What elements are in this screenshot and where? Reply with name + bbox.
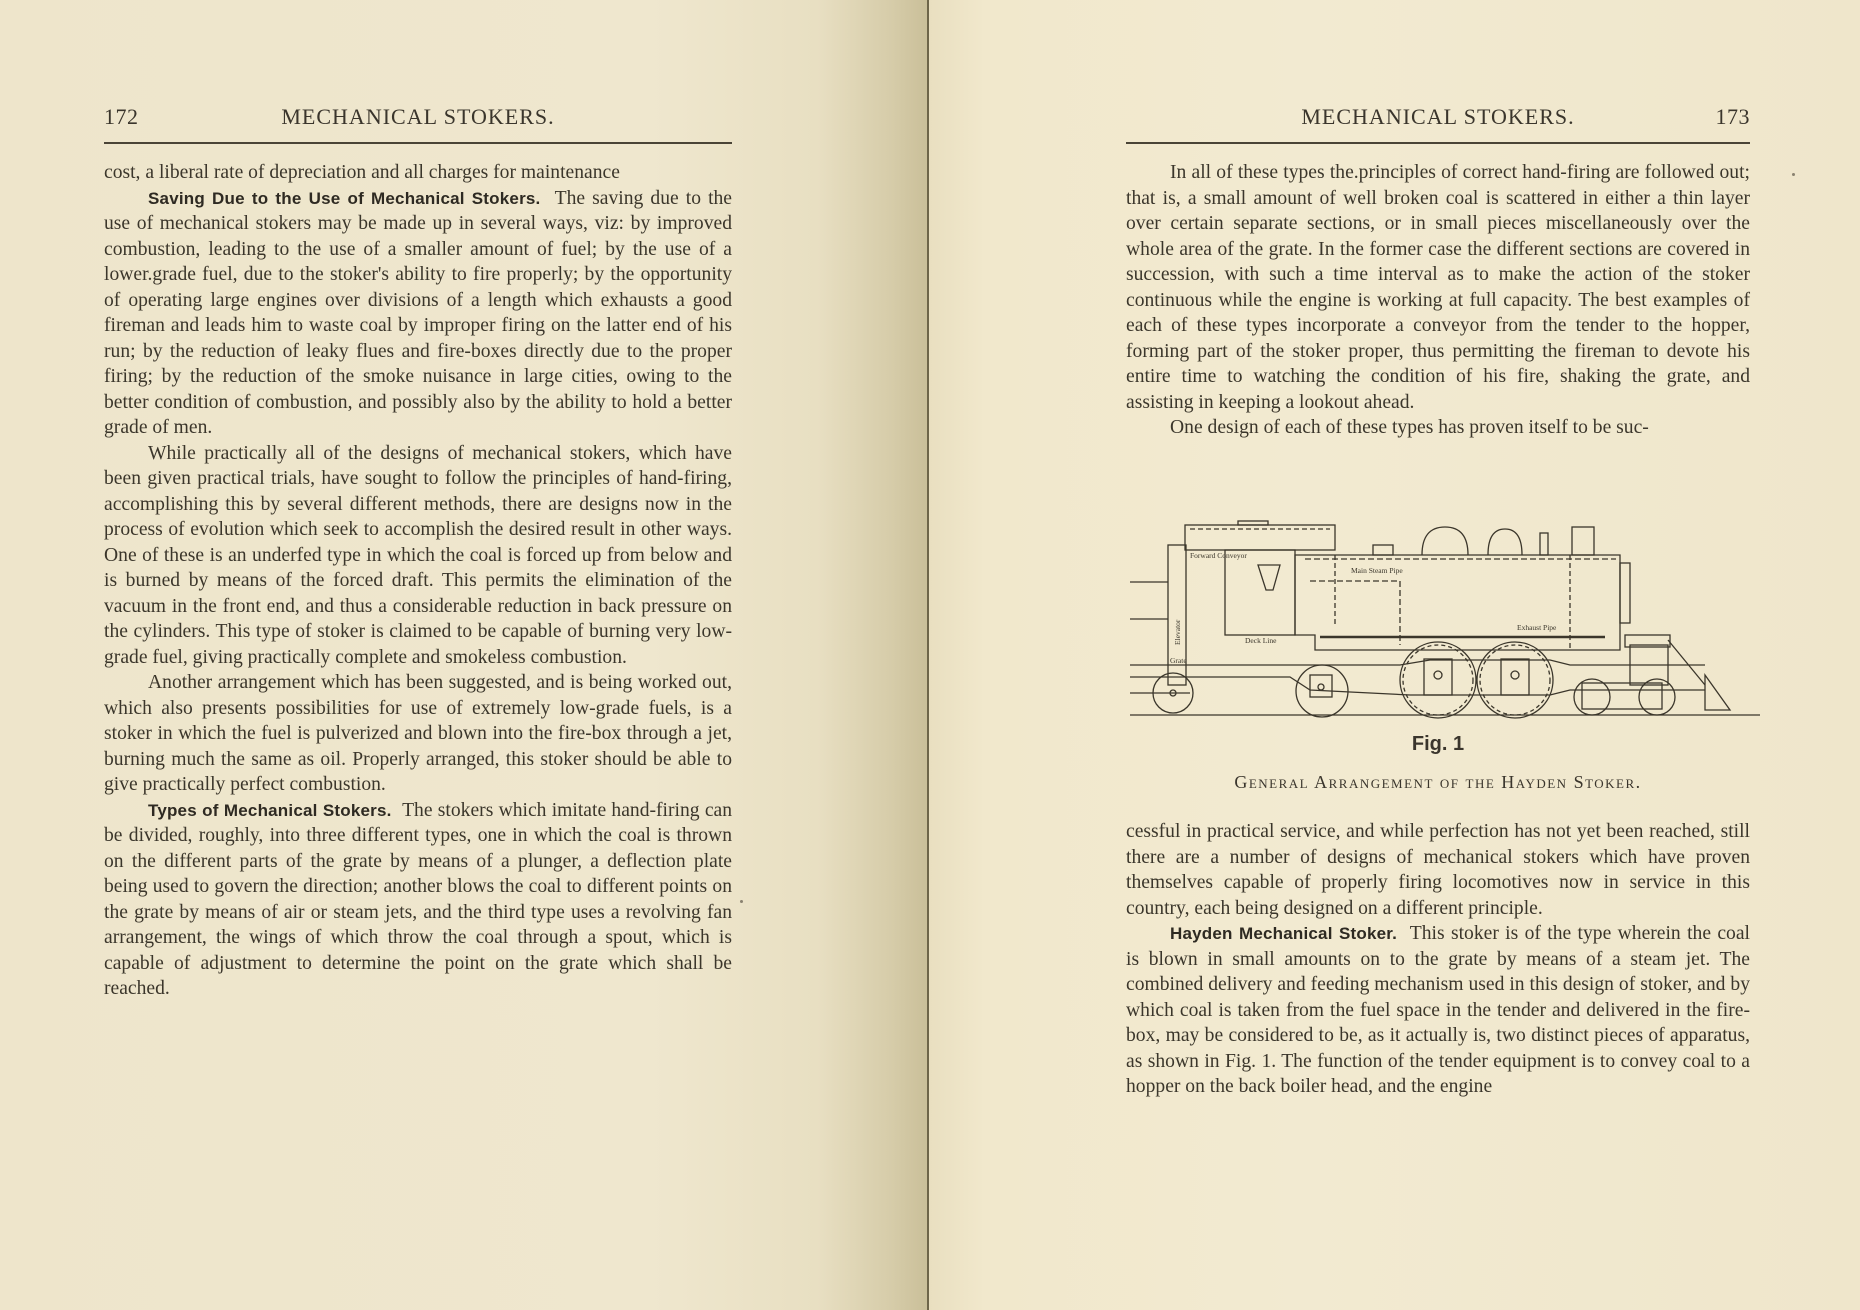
page-number-left: 172 xyxy=(104,104,139,129)
header-rule-left xyxy=(104,142,732,144)
section-heading: Hayden Mechanical Stoker. xyxy=(1170,924,1398,943)
section-heading: Saving Due to the Use of Mechanical Stokers. xyxy=(148,188,541,208)
svg-text:Forward Conveyor: Forward Conveyor xyxy=(1190,551,1247,560)
svg-text:Exhaust Pipe: Exhaust Pipe xyxy=(1517,623,1557,632)
paper-speck xyxy=(1792,173,1795,176)
left-body-text xyxy=(104,160,732,1002)
running-title-right: MECHANICAL STOKERS. xyxy=(1301,104,1575,129)
figure-label: Fig. 1 xyxy=(1411,733,1465,755)
right-body-text-top xyxy=(1126,160,1750,441)
right-body-text-bottom xyxy=(1126,819,1750,1100)
paragraph: Hayden Mechanical Stoker. This stoker is of the type wherein the coal is blown in small amounts on to the grate by means of a steam jet. The combined delivery and feeding mechanism used in this design of stoker, and by which coal is taken from the fuel space in the tender and delivered in the fire-box, may be considered to be, as it actually is, two distinct pieces of apparatus, as shown in Fig. 1. The function of the tender equipment is to convey coal to a hopper on the back boiler head, and the engine xyxy=(1126,923,1750,1097)
paragraph: Saving Due to the Use of Mechanical Stokers. The saving due to the use of mechanical stokers may be made up in several ways, viz: by improved combustion, leading to the use of a smaller amount of fuel; by the use of a lower.grade fuel, due to the stoker's ability to fire properly; by the opportunity of operating large engines over divisions of a length which exhausts a good fireman and leads him to waste coal by improper firing on the latter end of his run; by the reduction of leaky flues and fire-boxes directly due to the proper firing; by the reduction of the smoke nuisance in large cities, owing to the better condition of combustion, and possibly also by the ability to hold a better grade of men. xyxy=(104,187,733,438)
figure-caption: General Arrangement of the Hayden Stoker. xyxy=(1234,772,1642,792)
paragraph: One design of each of these types has proven itself to be suc- xyxy=(1170,417,1649,438)
paragraph: Another arrangement which has been suggested, and is being worked out, which also presents possibilities for use of extremely low-grade fuels, is a stoker in which the fuel is pulverized and blown into the fire-box through a jet, burning much the same as oil. Properly arranged, this stoker should be able to give practically perfect combustion. xyxy=(104,672,732,795)
svg-text:Elevator: Elevator xyxy=(1173,619,1182,645)
running-title-left: MECHANICAL STOKERS. xyxy=(281,104,555,129)
paper-speck xyxy=(740,900,743,903)
locomotive-figure xyxy=(1130,515,1760,720)
paragraph: While practically all of the designs of mechanical stokers, which have been given practical trials, have sought to follow the principles of hand-firing, accomplishing this by several different methods, there are designs now in the process of evolution which seek to accomplish the desired result in other ways. One of these is an underfed type in which the coal is forced up from below and is burned by means of the forced draft. This permits the elimination of the vacuum in the front end, and thus a considerable reduction in back pressure on the cylinders. This type of stoker is claimed to be capable of burning very low-grade fuel, giving practically complete and smokeless combustion. xyxy=(104,442,732,668)
book-gutter xyxy=(927,0,929,1310)
section-heading: Types of Mechanical Stokers. xyxy=(148,800,392,820)
paragraph: cessful in practical service, and while perfection has not yet been reached, still there are a number of designs of mechanical stokers which have proven themselves capable of properly firing locomotives now in service in this country, each being designed on a different principle. xyxy=(1126,821,1750,919)
header-rule-right xyxy=(1126,142,1750,144)
svg-text:Main Steam Pipe: Main Steam Pipe xyxy=(1351,566,1403,575)
svg-text:Deck Line: Deck Line xyxy=(1245,636,1277,645)
paragraph: In all of these types the.principles of correct hand-firing are followed out; that is, a small amount of well broken coal is scattered in either a thin layer over certain separate sections, or in small pieces miscellaneously over the whole area of the grate. In the former case the different sections are covered in succession, with such a time interval as to make the action of the stoker continuous while the engine is working at full capacity. The best examples of each of these types incorporate a conveyor from the tender to the hopper, forming part of the stoker proper, thus permitting the fireman to devote his entire time to watching the condition of his fire, shaking the grate, and assisting in keeping a lookout ahead. xyxy=(1126,162,1750,413)
paragraph: Types of Mechanical Stokers. The stokers which imitate hand-firing can be divided, roughly, into three different types, one in which the coal is thrown on the different parts of the grate by means of a plunger, a deflection plate being used to govern the direction; another blows the coal to different points on the grate by means of air or steam jets, and the third type uses a revolving fan arrangement, the wings of which throw the coal through a spout, which is capable of adjustment to determine the point on the grate which shall be reached. xyxy=(104,799,733,999)
right-running-head xyxy=(1126,104,1750,140)
left-running-head xyxy=(104,104,732,140)
svg-text:Grate: Grate xyxy=(1170,656,1187,665)
hayden-stoker-diagram xyxy=(1130,515,1760,720)
paragraph: cost, a liberal rate of depreciation and all charges for maintenance xyxy=(104,162,620,183)
page-number-right: 173 xyxy=(1715,104,1750,129)
